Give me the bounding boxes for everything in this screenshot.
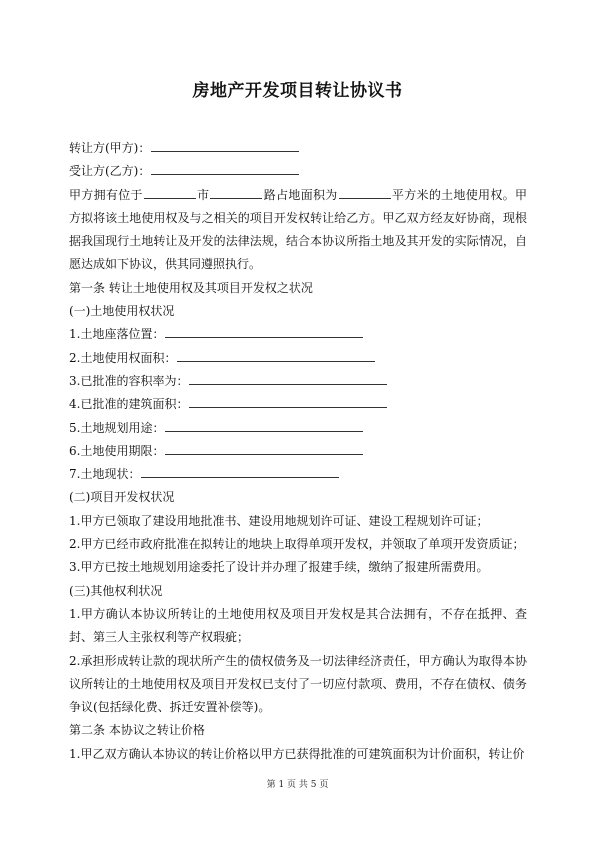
land-term-line <box>69 440 527 463</box>
page-footer: 第 1 页 共 5 页 <box>266 780 329 790</box>
intro-text-1: 甲方拥有位于 <box>69 187 143 202</box>
intro-text-3: 路占地面积为 <box>263 187 338 202</box>
land-use-line <box>69 417 527 440</box>
intro-text-2: 市 <box>196 187 210 202</box>
party-a-line <box>69 137 527 160</box>
land-use-blank <box>165 419 363 432</box>
city-blank <box>144 186 196 199</box>
sec2-item-1: 1.甲方已领取了建设用地批准书、建设用地规划许可证、建设工程规划许可证； <box>69 513 489 528</box>
land-location-label: 1.土地座落位置： <box>69 327 165 342</box>
land-location-line <box>69 323 527 346</box>
land-term-label: 6.土地使用期限： <box>69 443 165 458</box>
sec3-item-1: 1.甲方确认本协议所转让的土地使用权及项目开发权是其合法拥有，不存在抵押、查封、第三人主张权利等产权瑕疵； <box>69 606 527 645</box>
land-area-blank <box>177 349 375 362</box>
article2-heading: 第二条 本协议之转让价格 <box>69 723 205 738</box>
plot-ratio-blank <box>189 372 387 385</box>
plot-ratio-label: 3.已批准的容积率为： <box>69 373 189 388</box>
sec2-item-3: 3.甲方已按土地规划用途委托了设计并办理了报建手续，缴纳了报建所需费用。 <box>69 560 489 575</box>
land-area-line <box>69 347 527 370</box>
land-status-label: 7.土地现状： <box>69 467 141 482</box>
intro-text-4: 平方米的土地使用权。甲方拟将该土地使用权及与之相关的项目开发权转让给乙方。甲乙双方经友好协商，现根据我国现行土地转让及开发的法律法规，结合本协议所指土地及其开发的实际情况，自愿达成如下协议，供其同遵照执行。 <box>69 187 527 272</box>
party-a-blank <box>151 139 299 152</box>
land-location-blank <box>165 325 363 338</box>
party-b-label: 受让方(乙方)： <box>69 164 151 179</box>
sec2-heading: (二)项目开发权状况 <box>69 490 175 505</box>
land-status-line <box>69 463 527 486</box>
sec3-heading: (三)其他权利状况 <box>69 583 163 598</box>
document-title: 房地产开发项目转让协议书 <box>192 81 403 101</box>
land-status-blank <box>141 465 339 478</box>
building-area-blank <box>189 395 387 408</box>
land-use-label: 5.土地规划用途： <box>69 420 165 435</box>
land-term-blank <box>165 442 363 455</box>
land-area-label: 2.土地使用权面积： <box>69 350 177 365</box>
article1-heading: 第一条 转让土地使用权及其项目开发权之状况 <box>69 280 313 295</box>
plot-ratio-line <box>69 370 527 393</box>
sec3-item-2: 2.承担形成转让款的现状所产生的债权债务及一切法律经济责任，甲方确认为取得本协议所转让的土地使用权及项目开发权已支付了一切应付款项、费用，不存在债权、债务争议(包括绿化费、拆迁安置补偿等)。 <box>69 653 527 715</box>
party-b-line <box>69 160 527 183</box>
road-blank <box>210 186 262 199</box>
intro-paragraph <box>69 184 527 277</box>
document-body <box>69 137 527 766</box>
building-area-label: 4.已批准的建筑面积： <box>69 397 189 412</box>
article2-item-1: 1.甲乙双方确认本协议的转让价格以甲方已获得批准的可建筑面积为计价面积，转让价 <box>69 746 525 761</box>
party-a-label: 转让方(甲方)： <box>69 141 151 155</box>
sec1-heading: (一)土地使用权状况 <box>69 304 175 319</box>
area-blank <box>339 186 391 199</box>
sec2-item-2: 2.甲方已经市政府批准在拟转让的地块上取得单项开发权，并领取了单项开发资质证； <box>69 537 525 552</box>
party-b-blank <box>151 162 299 175</box>
building-area-line <box>69 393 527 416</box>
